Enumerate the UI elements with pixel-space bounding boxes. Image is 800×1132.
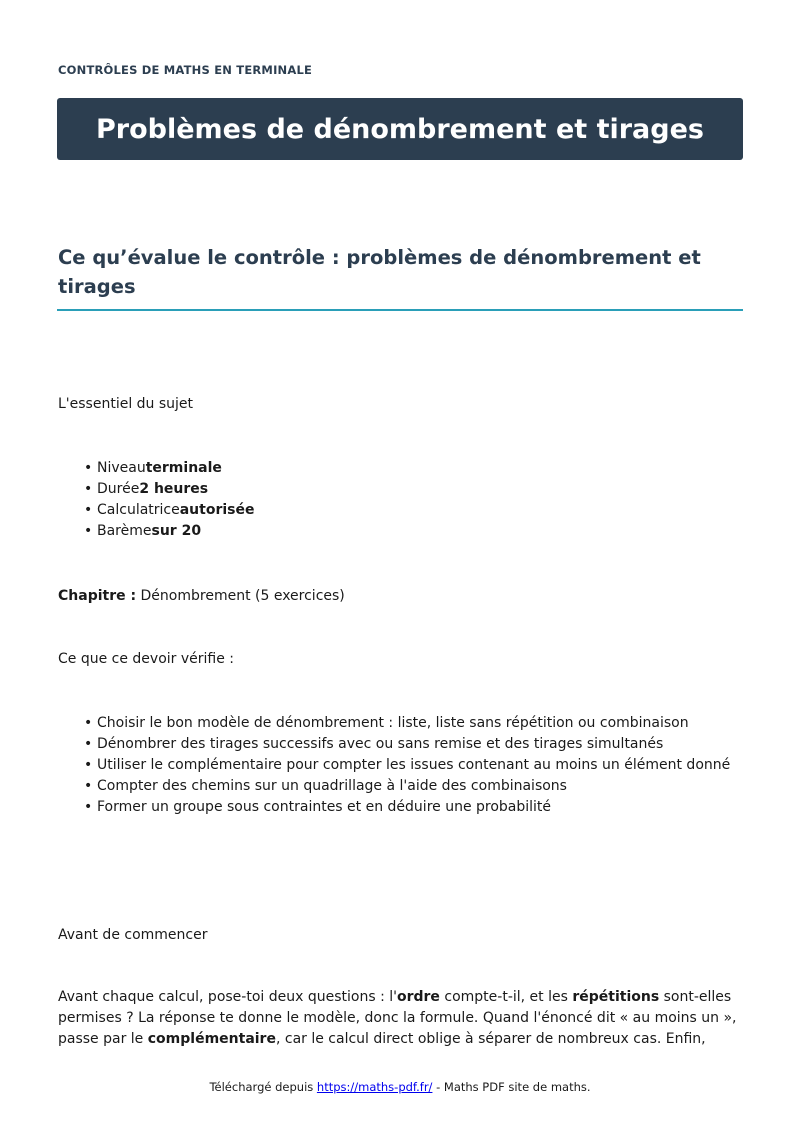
verifie-label: Ce que ce devoir vérifie :	[58, 651, 235, 667]
section-divider	[57, 309, 743, 311]
list-item: • Calculatriceautorisée	[97, 500, 255, 521]
list-item: • Utiliser le complémentaire pour compter les issues contenant au moins un élément donné	[97, 755, 730, 776]
avant-label: Avant de commencer	[58, 927, 208, 943]
list-item: • Choisir le bon modèle de dénombrement : liste, liste sans répétition ou combinaison	[97, 713, 730, 734]
section-title: Ce qu’évalue le contrôle : problèmes de dénombrement et tirages	[58, 246, 701, 298]
list-item: • Barèmesur 20	[97, 521, 255, 542]
list-item: • Compter des chemins sur un quadrillage à l'aide des combinaisons	[97, 776, 730, 797]
chapitre-line	[58, 586, 345, 607]
chapitre-value: Dénombrement (5 exercices)	[136, 588, 345, 604]
essentiel-label: L'essentiel du sujet	[58, 396, 194, 412]
page-footer: Téléchargé depuis https://maths-pdf.fr/ - Maths PDF site de maths.	[209, 1080, 591, 1094]
list-item: • Dénombrer des tirages successifs avec ou sans remise et des tirages simultanés	[97, 734, 730, 755]
verifie-list	[58, 713, 730, 818]
list-item: • Former un groupe sous contraintes et en déduire une probabilité	[97, 797, 730, 818]
list-item: • Durée2 heures	[97, 479, 255, 500]
list-item: • Niveauterminale	[97, 458, 255, 479]
essentiel-list	[58, 458, 255, 542]
avant-paragraph: Avant chaque calcul, pose-toi deux questions : l'ordre compte-t-il, et les répétitions sont-elles permises ? La réponse te donne le modèle, donc la formule. Quand l'énoncé dit « au moins un », passe par le complémentaire, car le calcul direct oblige à séparer de nombreux cas. Enfin,	[58, 989, 737, 1047]
page-kicker: CONTRÔLES DE MATHS EN TERMINALE	[58, 63, 313, 77]
site-link[interactable]: https://maths-pdf.fr/	[316, 1080, 433, 1094]
chapitre-label: Chapitre :	[58, 588, 137, 604]
page-title: Problèmes de dénombrement et tirages	[95, 113, 704, 145]
title-banner	[57, 98, 743, 160]
